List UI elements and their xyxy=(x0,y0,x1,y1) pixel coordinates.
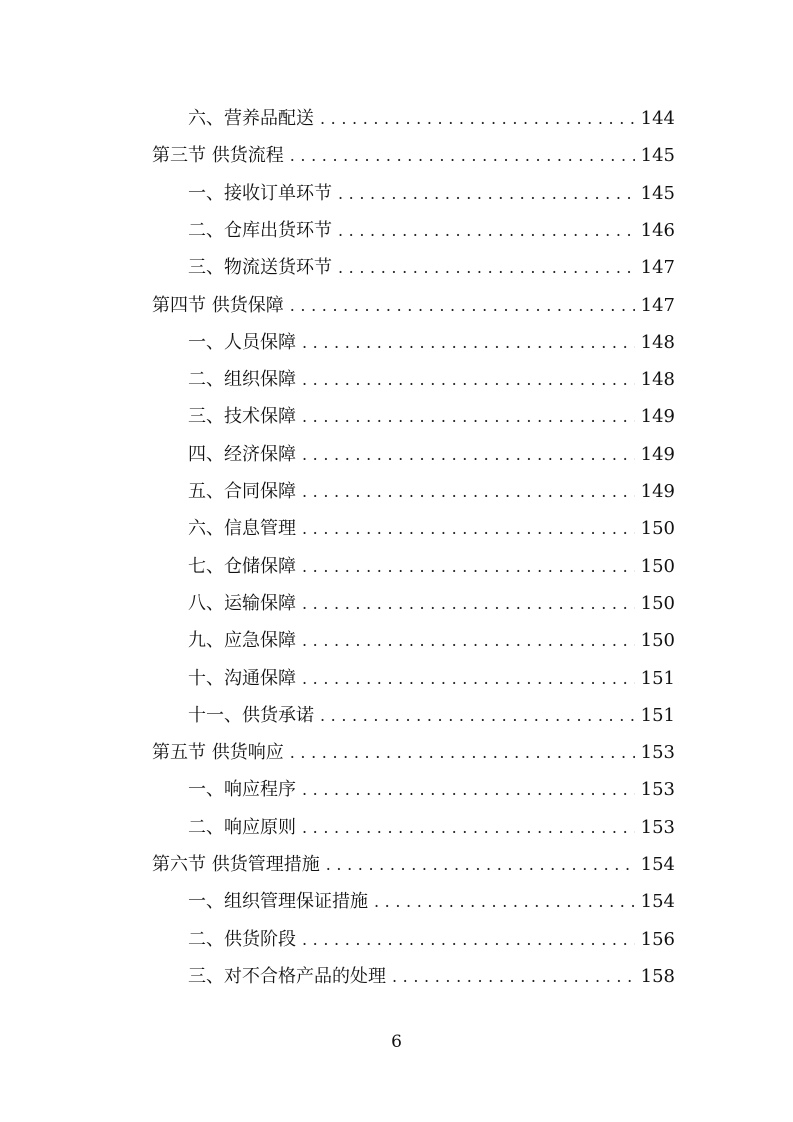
toc-entry-page: 153 xyxy=(640,742,675,764)
toc-entry[interactable] xyxy=(0,440,793,470)
dot-leader xyxy=(302,328,635,358)
toc-entry-title: 三、技术保障 xyxy=(188,406,296,428)
toc-entry-title: 五、合同保障 xyxy=(188,481,296,502)
dot-leader xyxy=(302,925,635,955)
page-number: 6 xyxy=(391,1032,402,1052)
toc-entry-page: 145 xyxy=(640,145,675,167)
toc-entry[interactable] xyxy=(0,775,793,805)
toc-entry-title: 十一、供货承诺 xyxy=(188,704,314,726)
toc-entry-title: 七、仓储保障 xyxy=(188,555,296,577)
dot-leader xyxy=(302,626,635,656)
dot-leader xyxy=(302,775,635,805)
toc-entry-page: 149 xyxy=(640,406,675,428)
dot-leader xyxy=(392,962,635,992)
toc-entry-title: 第六节 供货管理措施 xyxy=(152,854,320,875)
toc-entry[interactable] xyxy=(0,104,793,134)
toc-entry-title: 二、响应原则 xyxy=(188,816,296,838)
toc-entry-page: 151 xyxy=(640,704,675,726)
toc-entry-title: 一、接收订单环节 xyxy=(188,182,332,204)
toc-entry[interactable] xyxy=(0,328,793,358)
toc-entry-page: 145 xyxy=(640,182,675,204)
toc-entry[interactable] xyxy=(0,552,793,582)
toc-entry[interactable] xyxy=(0,291,793,321)
toc-entry-title: 十、沟通保障 xyxy=(188,667,296,689)
toc-entry-page: 153 xyxy=(640,816,675,838)
toc-entry-title: 二、组织保障 xyxy=(188,369,296,391)
dot-leader xyxy=(302,589,635,619)
dot-leader xyxy=(302,477,635,507)
toc-entry-title: 第四节 供货保障 xyxy=(152,294,284,316)
toc-entry-page: 150 xyxy=(640,592,675,614)
toc-entry[interactable] xyxy=(0,179,793,209)
toc-entry-page: 151 xyxy=(640,667,675,689)
dot-leader xyxy=(338,216,635,246)
toc-entry-title: 四、经济保障 xyxy=(188,443,296,465)
toc-entry-title: 六、信息管理 xyxy=(188,518,296,540)
dot-leader xyxy=(302,552,635,582)
dot-leader xyxy=(290,291,635,321)
toc-entry[interactable] xyxy=(0,216,793,246)
toc-entry[interactable] xyxy=(0,626,793,656)
toc-entry-title: 二、供货阶段 xyxy=(188,928,296,950)
dot-leader xyxy=(290,141,635,171)
toc-entry[interactable] xyxy=(0,141,793,171)
toc-entry-page: 147 xyxy=(640,294,675,316)
toc-entry[interactable] xyxy=(0,589,793,619)
toc-entry[interactable] xyxy=(0,850,793,880)
toc-entry[interactable] xyxy=(0,701,793,731)
dot-leader xyxy=(338,253,635,283)
toc-entry-page: 154 xyxy=(640,891,675,913)
toc-entry-title: 一、人员保障 xyxy=(188,331,296,353)
toc-entry-page: 148 xyxy=(640,331,675,353)
toc-entry-page: 150 xyxy=(640,630,675,652)
toc-entry-title: 第五节 供货响应 xyxy=(152,742,284,764)
dot-leader xyxy=(302,813,635,843)
toc-entry-page: 150 xyxy=(640,555,675,577)
toc-entry[interactable] xyxy=(0,738,793,768)
toc-entry-page: 148 xyxy=(640,369,675,391)
dot-leader xyxy=(302,365,635,395)
dot-leader xyxy=(302,440,635,470)
toc-entry-title: 一、响应程序 xyxy=(188,779,296,801)
toc-entry-page: 156 xyxy=(640,928,675,950)
toc-entry[interactable] xyxy=(0,253,793,283)
toc-entry[interactable] xyxy=(0,925,793,955)
toc-entry-title: 九、应急保障 xyxy=(188,630,296,652)
toc-entry-title: 三、对不合格产品的处理 xyxy=(188,965,386,987)
dot-leader xyxy=(374,887,635,917)
toc-entry-page: 158 xyxy=(640,965,675,987)
toc-entry-title: 一、组织管理保证措施 xyxy=(188,891,368,913)
toc-entry[interactable] xyxy=(0,887,793,917)
dot-leader xyxy=(320,104,635,134)
toc-entry[interactable] xyxy=(0,477,793,507)
toc-entry-title: 第三节 供货流程 xyxy=(152,145,284,167)
dot-leader xyxy=(302,514,635,544)
toc-entry-title: 八、运输保障 xyxy=(188,592,296,614)
toc-entry[interactable] xyxy=(0,962,793,992)
toc-entry[interactable] xyxy=(0,813,793,843)
toc-entry-page: 149 xyxy=(640,481,675,502)
toc-entry-page: 147 xyxy=(640,257,675,279)
toc-entry-title: 三、物流送货环节 xyxy=(188,257,332,279)
dot-leader xyxy=(326,850,635,880)
dot-leader xyxy=(290,738,635,768)
toc-entry-page: 149 xyxy=(640,443,675,465)
dot-leader xyxy=(338,179,635,209)
toc-entry[interactable] xyxy=(0,365,793,395)
toc-entry[interactable] xyxy=(0,402,793,432)
toc-entry-page: 154 xyxy=(640,854,675,875)
toc-entry[interactable] xyxy=(0,514,793,544)
toc-entry-title: 六、营养品配送 xyxy=(188,108,314,129)
dot-leader xyxy=(320,701,635,731)
toc-entry-page: 146 xyxy=(640,219,675,241)
toc-entry-page: 153 xyxy=(640,779,675,801)
toc-entry-title: 二、仓库出货环节 xyxy=(188,219,332,241)
toc-entry-page: 144 xyxy=(640,108,675,129)
dot-leader xyxy=(302,402,635,432)
dot-leader xyxy=(302,664,635,694)
toc-entry-page: 150 xyxy=(640,518,675,540)
toc-entry[interactable] xyxy=(0,664,793,694)
